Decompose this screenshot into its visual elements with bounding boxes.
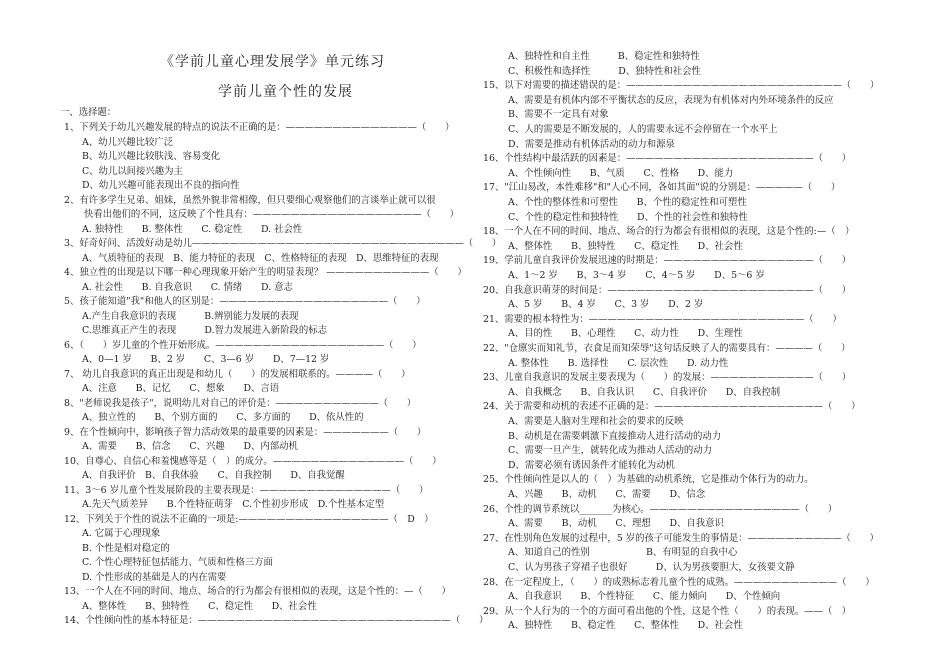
option-line: A、需要是人脑对生理和社会的要求的反映 bbox=[508, 416, 684, 427]
question-line: 6、（ ）岁儿童的个性开始形成。——————————————————（ ） bbox=[64, 339, 422, 351]
question-line: 19、学前儿童自我评价发展迅速的时期是：————————————————（ ） bbox=[483, 255, 852, 267]
option-line: A、整体性 B、独特性 C、稳定性 D、社会性 bbox=[82, 600, 317, 612]
question-line: 21、需要的根本特性为：———————————————————————（ ） bbox=[483, 313, 842, 325]
question-line: 27、在性别角色发展的过程中，5 岁的孩子可能发生的事情是：——————————（ ） bbox=[483, 532, 879, 544]
option-line: A、个性倾向性 B、气质 C、性格 D、能力 bbox=[508, 167, 734, 179]
option-line: A、独特性和自主性 B、稳定性和独特性 bbox=[508, 51, 700, 62]
option-line: A. 整体性 B. 选择性 C. 层次性 D. 动力性 bbox=[508, 357, 729, 369]
option-line: B、动机是在需要刺激下直接推动人进行活动的动力 bbox=[508, 430, 722, 442]
section-heading: 一、选择题： bbox=[60, 107, 117, 118]
option-line: A、幼儿兴趣比较广泛 bbox=[82, 136, 174, 148]
question-line: 3、好奇好问、活泼好动是幼儿—————————————————————————————（ ） bbox=[64, 238, 502, 249]
question-line: 10、自尊心、自信心和羞愧感等是（ ）的成分。——————————————（ ） bbox=[64, 455, 442, 467]
option-line: A、独特性 B、稳定性 C、整体性 D、社会性 bbox=[508, 620, 743, 632]
question-line: 8、"老师说我是孩子"，说明幼儿对自己的评价是：———————————（ ） bbox=[64, 397, 417, 409]
option-line: A.先天气质差异 B.个性特征萌芽 C.个性初步形成 D.个性基本定型 bbox=[82, 499, 385, 510]
option-line: B. 个性是相对稳定的 bbox=[82, 542, 170, 554]
question-line: 2、有许多学生兄弟、姐妹，虽然外貌非常相像，但只要细心观察他们的言谈举止就可以很 bbox=[64, 194, 436, 206]
option-line: C、认为男孩子穿裙子也很好 D、认为男孩要胆大，女孩要文静 bbox=[508, 562, 795, 573]
question-line: 24、关于需要和动机的表述不正确的是：——————————————————（ ） bbox=[483, 401, 861, 413]
option-line: A、整体性 B、独特性 C、稳定性 D、社会性 bbox=[508, 240, 743, 252]
page-title: 《学前儿童心理发展学》单元练习 bbox=[160, 54, 385, 70]
option-line: C、人的需要是不断发展的，人的需要永远不会停留在一个水平上 bbox=[508, 124, 778, 135]
option-line: A、需要是有机体内部不平衡状态的反应，表现为有机体对内外环境条件的反应 bbox=[508, 94, 834, 106]
question-line: 4、独立性的出现是以下哪一种心理现象开始产生的明显表现？ ———————————（ ） bbox=[64, 267, 467, 278]
option-line: A. 它属于心理现象 bbox=[82, 528, 161, 539]
option-line: A、注意 B、记忆 C、想象 D、言语 bbox=[82, 383, 280, 394]
question-line: 15、以下对需要的描述错误的是：———————————————————————（ ） bbox=[483, 80, 880, 92]
option-line: A、需要 B、信念 C、兴趣 D、内部动机 bbox=[82, 441, 298, 452]
question-line: 13、一个人在不同的时间、地点、场合的行为都会有很相似的表现，这是个性的：—（ ） bbox=[64, 586, 451, 597]
question-line: 16、个性结构中最活跃的因素是：————————————————————（ ） bbox=[483, 153, 852, 165]
question-line: 28、在一定程度上，（ ）的成熟标志着儿童个性的成熟。———————————（ ） bbox=[483, 576, 875, 588]
page-subtitle: 学前儿童个性的发展 bbox=[218, 84, 353, 100]
option-line: A、气质特征的表现 B、能力特征的表现 C、性格特征的表现 D、思维特征的表现 bbox=[82, 252, 439, 264]
option-line: A、5 岁 B、4 岁 C、3 岁 D、2 岁 bbox=[508, 299, 704, 311]
option-line: C、幼儿以间接兴趣为主 bbox=[82, 165, 183, 177]
option-line: A、1～2 岁 B、3～4 岁 C、4～5 岁 D、5～6 岁 bbox=[508, 270, 765, 281]
option-line: A、自我概念 B、自我认识 C、自我评价 D、自我控制 bbox=[508, 386, 781, 398]
question-line: 5、孩子能知道"我"和他人的区别是：——————————————————（ ） bbox=[64, 296, 426, 307]
question-line: 18、一个人在不同的时间、地点、场合的行为都会有很相似的表现，这是个性的:—（ ） bbox=[483, 226, 855, 238]
option-line: A、目的性 B、心理性 C、动力性 D、生理性 bbox=[508, 328, 743, 340]
option-line: B、需要不一定具有对象 bbox=[508, 109, 609, 121]
question-line: 20、自我意识萌芽的时间是：——————————————————————（ ） bbox=[483, 284, 852, 296]
option-line: C. 个性心理特征包括能力、气质和性格三方面 bbox=[82, 557, 273, 568]
option-line: C.思维真正产生的表现 D.智力发展进入新阶段的标志 bbox=[82, 325, 327, 336]
question-line: 11、3～6 岁儿童个性发展阶段的主要表现是：——————————————（ ） bbox=[64, 484, 429, 496]
question-line: 9、在个性倾向中，影响孩子智力活动效果的最重要的因素是：———————（ ） bbox=[64, 426, 427, 438]
question-line: 12、下列关于个性的说法不正确的一项是:————————————————（ D ） bbox=[64, 513, 434, 525]
option-line: A.产生自我意识的表现 B.辨别能力发展的表现 bbox=[82, 310, 299, 322]
option-line: A、独立性的 B、个别方面的 C、多方面的 D、依从性的 bbox=[82, 412, 364, 423]
option-line: C、需要一旦产生，就转化成为推动人活动的动力 bbox=[508, 445, 713, 457]
question-line: 14、个性倾向性的基本特征是：———————————————————————————（ ） bbox=[64, 615, 489, 626]
question-line: 快看出他们的不同，这反映了个性具有：——————————————————（ ） bbox=[84, 209, 460, 220]
option-line: A、需要 B、动机 C、理想 D、自我意识 bbox=[508, 518, 724, 530]
option-line: C、个性的稳定性和独特性 D、个性的社会性和独特性 bbox=[508, 211, 748, 223]
option-line: D、幼儿兴趣可能表现出不良的指向性 bbox=[82, 180, 240, 191]
option-line: A、知道自己的性别 B、有明显的自我中心 bbox=[508, 547, 738, 559]
option-line: D、需要是推动有机体活动的动力和源泉 bbox=[508, 138, 675, 150]
option-line: A. 独特性 B. 整体性 C. 稳定性 D. 社会性 bbox=[82, 223, 303, 235]
option-line: A、兴趣 B、动机 C、需要 D、信念 bbox=[508, 489, 706, 500]
question-line: 29、从一个人行为的一个的方面可看出他的个性，这是个性（ ）的表现。——（ ） bbox=[483, 605, 852, 617]
question-line: 23、儿童自我意识的发展主要表现为（ ）的发展：———————————（ ） bbox=[483, 372, 852, 384]
option-line: D. 个性形成的基础是人的内在需要 bbox=[82, 571, 227, 583]
option-line: D、需要必须有诱因条件才能转化为动机 bbox=[508, 459, 675, 471]
question-line: 7、 幼儿自我意识的真正出现是和幼儿（ ）的发展相联系的。————（ ） bbox=[64, 368, 411, 380]
option-line: A、自我意识 B、个性特征 C、能力倾向 D、个性倾向 bbox=[508, 591, 781, 603]
question-line: 17、"江山易改，本性难移"和"人心不同，各如其面"说的分别是：—————（ ） bbox=[483, 182, 841, 194]
option-line: A、个性的整体性和可塑性 B、个性的稳定性和可塑性 bbox=[508, 197, 747, 208]
option-line: A、自我评价 B、自我体验 C、自我控制 D、自我觉醒 bbox=[82, 470, 345, 481]
option-line: C、积极性和选择性 D、独特性和社会性 bbox=[508, 65, 701, 77]
option-line: B、幼儿兴趣比较肤浅、容易变化 bbox=[82, 151, 221, 162]
option-line: A、0—1 岁 B、2 岁 C、3—6 岁 D、7—12 岁 bbox=[82, 354, 330, 365]
option-line: A. 社会性 B. 自我意识 C. 情绪 D. 意志 bbox=[82, 281, 293, 293]
question-line: 25、个性倾向性是以人的（ ）为基础的动机系统，它是推动个体行为的动力。 bbox=[483, 474, 814, 486]
question-line: 22、"仓廪实而知礼节，衣食足而知荣辱"这句话反映了人的需要具有：————（ ） bbox=[483, 343, 851, 354]
question-line: 26、个性的调节系统以_______为核心。————————————————（ ） bbox=[483, 503, 838, 515]
question-line: 1、下列关于幼儿兴趣发展的特点的说法不正确的是：——————————————（ ） bbox=[64, 122, 455, 133]
